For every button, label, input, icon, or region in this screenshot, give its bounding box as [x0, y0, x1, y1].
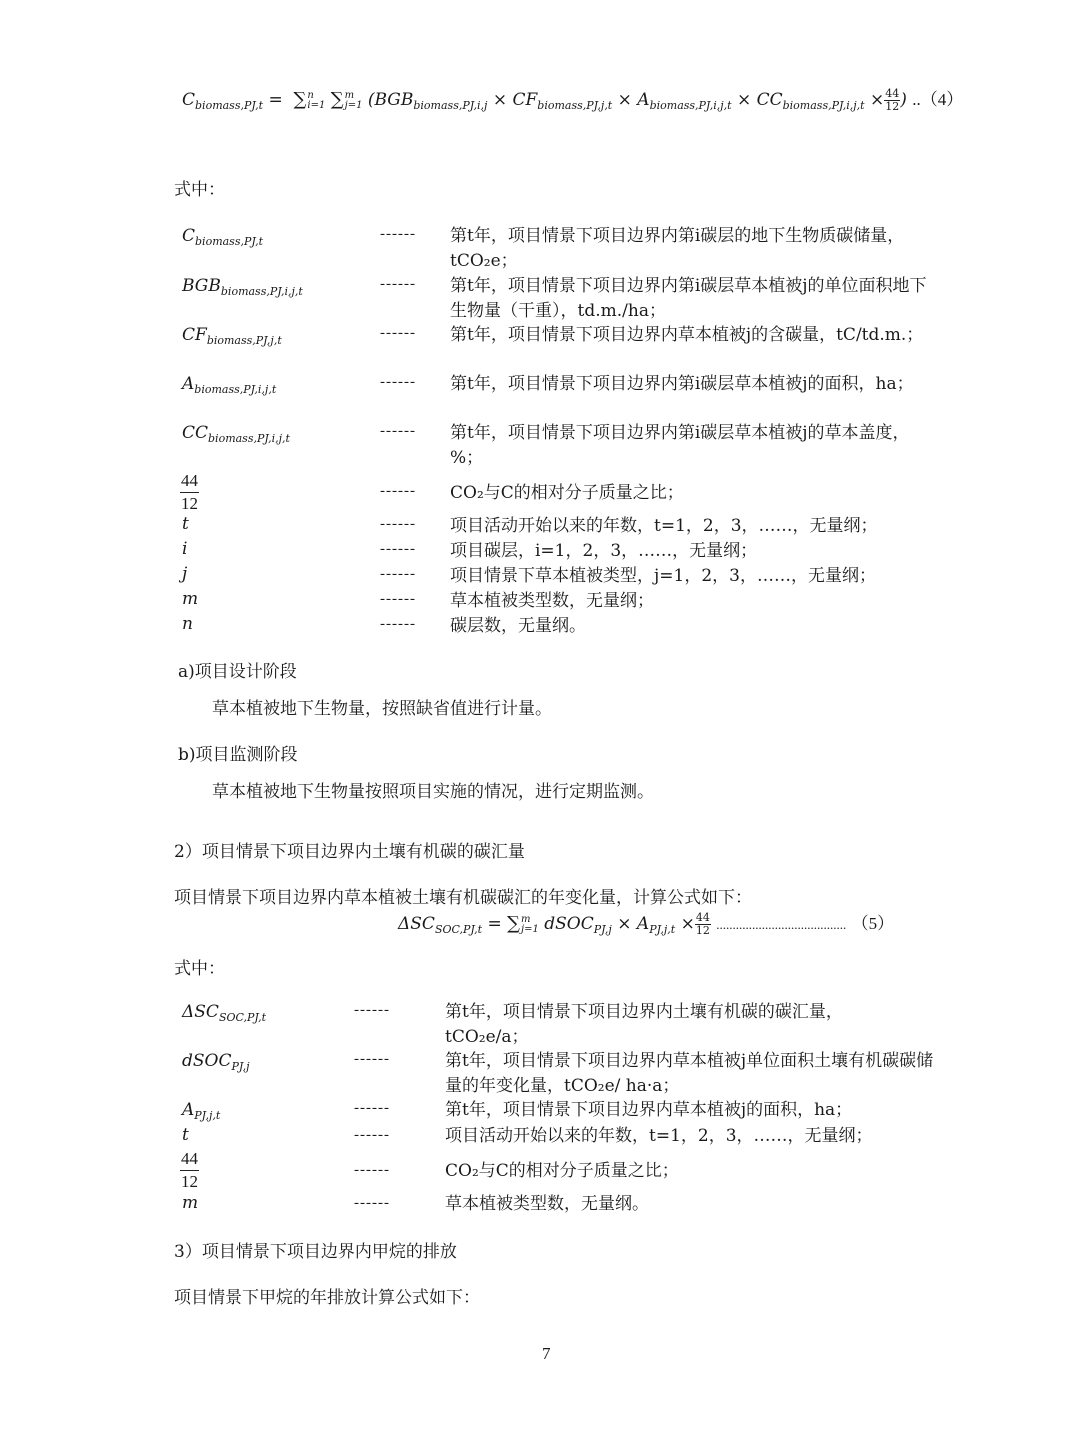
var-dash: ------ [354, 1195, 390, 1211]
var-symbol: i [182, 539, 188, 559]
var-dash: ------ [380, 423, 416, 439]
var-description: 第t年，项目情景下项目边界内第i碳层草本植被j的单位面积地下生物量（干重），td.m./ha； [450, 276, 927, 321]
stage-b-text: 草本植被地下生物量按照项目实施的情况，进行定期监测。 [212, 782, 654, 802]
var-dash: ------ [354, 1051, 390, 1067]
var-symbol: m [182, 589, 199, 609]
var-symbol: t [182, 1125, 189, 1145]
section-2-title: 2）项目情景下项目边界内土壤有机碳的碳汇量 [174, 842, 525, 862]
var-description: 第t年，项目情景下项目边界内土壤有机碳的碳汇量，tCO₂e/a； [445, 1002, 843, 1047]
section-3-title: 3）项目情景下项目边界内甲烷的排放 [174, 1242, 457, 1262]
stage-a-heading: a)项目设计阶段 [178, 662, 297, 682]
var-dash: ------ [380, 325, 416, 341]
var-description: 碳层数，无量纲。 [450, 616, 586, 636]
var-symbol: t [182, 514, 189, 534]
formula-4: $C_{biomass,PJ,t}$ = ∑ n i=1 ∑ m j=1 ($BGB_{biomass,PJ,i,j} \times CF_{biomass,PJ,j,t} \times A_{biomass,PJ,i,j,t} \times CC_{biomass,PJ,i,j,t}$ × $\frac{44}{12}$ ) ..（4） [182, 87, 964, 113]
var-dash: ------ [354, 1127, 390, 1143]
var-description: 项目活动开始以来的年数，t=1，2，3，……，无量纲； [445, 1126, 873, 1146]
var-symbol: m [182, 1193, 199, 1213]
var-description: 第t年，项目情景下项目边界内草本植被j的面积，ha； [445, 1100, 853, 1120]
formula-4-number: ..（4） [912, 90, 964, 109]
var-dash: ------ [380, 226, 416, 242]
var-symbol: $A_{PJ,j,t}$ [182, 1100, 221, 1122]
var-dash: ------ [354, 1100, 390, 1116]
var-description: 第t年，项目情景下项目边界内草本植被j单位面积土壤有机碳碳储量的年变化量，tCO₂e/ ha·a； [445, 1051, 934, 1096]
var-description: CO₂与C的相对分子质量之比； [450, 483, 684, 503]
var-symbol: $C_{biomass,PJ,t}$ [182, 226, 264, 248]
section-3-intro: 项目情景下甲烷的年排放计算公式如下： [174, 1288, 480, 1308]
var-description: 项目情景下草本植被类型，j=1，2，3，……，无量纲； [450, 566, 876, 586]
var-dash: ------ [380, 591, 416, 607]
var-description: 项目活动开始以来的年数，t=1，2，3，……，无量纲； [450, 516, 878, 536]
var-symbol: dSOC$_{PJ,j}$ [182, 1051, 250, 1073]
var-description: CO₂与C的相对分子质量之比； [445, 1161, 679, 1181]
var-symbol: $A_{biomass,PJ,i,j,t}$ [182, 374, 277, 396]
var-dash: ------ [380, 616, 416, 632]
var-dash: ------ [380, 566, 416, 582]
var-description: 第t年，项目情景下项目边界内草本植被j的含碳量，tC/td.m.； [450, 325, 924, 345]
var-description: 草本植被类型数，无量纲； [450, 591, 654, 611]
var-description: 项目碳层，i=1，2，3，……，无量纲； [450, 541, 758, 561]
var-dash: ------ [380, 276, 416, 292]
var-dash: ------ [380, 483, 416, 499]
var-dash: ------ [380, 516, 416, 532]
var-dash: ------ [380, 374, 416, 390]
var-dash: ------ [354, 1002, 390, 1018]
var-symbol: $\Delta SC_{SOC,PJ,t}$ [182, 1002, 267, 1024]
var-symbol: $CF_{biomass,PJ,j,t}$ [182, 325, 282, 347]
var-description: 第t年，项目情景下项目边界内第i碳层草本植被j的面积，ha； [450, 374, 914, 394]
fraction-44-12: $\frac{44}{12}$ [181, 1149, 198, 1191]
var-symbol: j [182, 564, 188, 584]
formula-5-dots: ........................................ [716, 917, 847, 932]
stage-b-heading: b)项目监测阶段 [178, 745, 298, 765]
fraction-44-12: $\frac{44}{12}$ [181, 471, 198, 513]
var-dash: ------ [354, 1162, 390, 1178]
stage-a-text: 草本植被地下生物量，按照缺省值进行计量。 [212, 699, 552, 719]
var-symbol: $CC_{biomass,PJ,i,j,t}$ [182, 423, 290, 445]
shizhong-label-1: 式中： [174, 180, 225, 200]
var-symbol: $BGB_{biomass,PJ,i,j,t}$ [182, 276, 303, 298]
formula-5: $\Delta SC_{SOC,PJ,t}$ = ∑ m j=1 dSOC$_{PJ,j}$ × $A_{PJ,j,t}$ × $\frac{44}{12}$ ........................................ （5） [398, 911, 895, 937]
var-symbol: n [182, 614, 193, 634]
section-2-intro: 项目情景下项目边界内草本植被土壤有机碳碳汇的年变化量，计算公式如下： [174, 888, 752, 908]
var-description: 第t年，项目情景下项目边界内第i碳层的地下生物质碳储量，tCO₂e； [450, 226, 905, 271]
page-number: 7 [542, 1344, 551, 1363]
var-description: 第t年，项目情景下项目边界内第i碳层草本植被j的草本盖度，%； [450, 423, 910, 468]
shizhong-label-2: 式中： [174, 959, 225, 979]
var-description: 草本植被类型数，无量纲。 [445, 1194, 649, 1214]
formula-5-number: （5） [851, 914, 895, 933]
var-dash: ------ [380, 541, 416, 557]
